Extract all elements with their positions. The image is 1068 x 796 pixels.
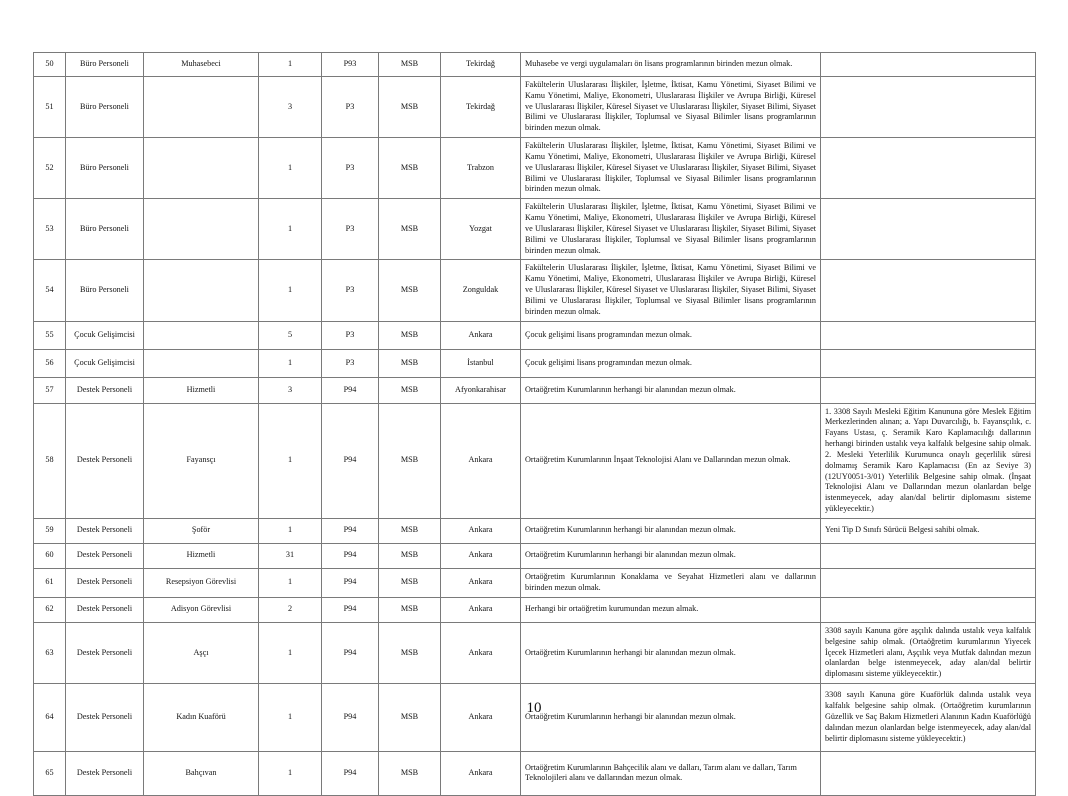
cell-gorev-unvani xyxy=(144,77,259,138)
table-row xyxy=(34,321,1036,349)
cell-puan-turu: P94 xyxy=(322,622,379,683)
cell-nitelik: Ortaöğretim Kurumlarının herhangi bir alanından mezun olmak. xyxy=(521,377,821,403)
cell-kadro-unvani: Çocuk Gelişimcisi xyxy=(66,349,144,377)
cell-il: Afyonkarahisar xyxy=(441,377,521,403)
table-body xyxy=(34,53,1036,796)
cell-sira-no: 51 xyxy=(34,77,66,138)
cell-gorev-unvani xyxy=(144,321,259,349)
cell-ozel-sart: Yeni Tip D Sınıfı Sürücü Belgesi sahibi olmak. xyxy=(821,518,1036,543)
table-row xyxy=(34,597,1036,622)
cell-gorev-unvani: Kadın Kuaförü xyxy=(144,683,259,751)
cell-nitelik: Fakültelerin Uluslararası İlişkiler, İşletme, İktisat, Kamu Yönetimi, Siyaset Bilimi ve Kamu Yönetimi, Maliye, Ekonometri, Uluslararası İlişkiler ve Avrupa Birliği, Küresel ve Uluslararası İlişkiler, Küresel Siyaset ve Uluslararası İlişkiler, Siyaset Bilimi, Siyaset Bilimi ve Uluslararası İlişkiler, Toplumsal ve Siyasal Bilimler lisans programlarının birinden mezun olmak. xyxy=(521,138,821,199)
cell-il: Ankara xyxy=(441,403,521,518)
cell-gorev-unvani: Şoför xyxy=(144,518,259,543)
cell-puan-turu: P94 xyxy=(322,377,379,403)
cell-adet: 1 xyxy=(259,518,322,543)
cell-puan-turu: P94 xyxy=(322,751,379,795)
cell-ozel-sart: 3308 sayılı Kanuna göre Kuaförlük dalında ustalık veya kalfalık belgesine sahip olmak. (Ortaöğretim kurumlarının Güzellik ve Saç Bakım Hizmetleri Alanının Kadın Kuaförlüğü dalından mezun olanlardan belge istenmeyecek, aday alan/dal belirtir diplomasını sisteme yükleyecektir.) xyxy=(821,683,1036,751)
cell-sira-no: 62 xyxy=(34,597,66,622)
cell-il: Ankara xyxy=(441,568,521,597)
cell-il: Yozgat xyxy=(441,199,521,260)
cell-adet: 1 xyxy=(259,53,322,77)
cell-nitelik: Ortaöğretim Kurumlarının herhangi bir alanından mezun olmak. xyxy=(521,683,821,751)
cell-adet: 1 xyxy=(259,260,322,321)
cell-il: Ankara xyxy=(441,543,521,568)
cell-kadro-unvani: Destek Personeli xyxy=(66,751,144,795)
table-row xyxy=(34,199,1036,260)
table-row xyxy=(34,403,1036,518)
cell-ozel-sart xyxy=(821,568,1036,597)
cell-gorev-unvani xyxy=(144,138,259,199)
cell-ozel-sart xyxy=(821,199,1036,260)
table-row xyxy=(34,377,1036,403)
cell-kadro-unvani: Destek Personeli xyxy=(66,597,144,622)
cell-il: Ankara xyxy=(441,751,521,795)
cell-adet: 5 xyxy=(259,321,322,349)
cell-kurum: MSB xyxy=(379,543,441,568)
cell-kadro-unvani: Büro Personeli xyxy=(66,260,144,321)
cell-adet: 1 xyxy=(259,751,322,795)
cell-nitelik: Çocuk gelişimi lisans programından mezun olmak. xyxy=(521,321,821,349)
cell-ozel-sart xyxy=(821,260,1036,321)
cell-kadro-unvani: Destek Personeli xyxy=(66,543,144,568)
cell-kurum: MSB xyxy=(379,321,441,349)
cell-kadro-unvani: Büro Personeli xyxy=(66,138,144,199)
table-row xyxy=(34,622,1036,683)
cell-sira-no: 54 xyxy=(34,260,66,321)
cell-gorev-unvani: Muhasebeci xyxy=(144,53,259,77)
cell-kadro-unvani: Destek Personeli xyxy=(66,403,144,518)
cell-kadro-unvani: Büro Personeli xyxy=(66,53,144,77)
cell-puan-turu: P93 xyxy=(322,53,379,77)
cell-kurum: MSB xyxy=(379,77,441,138)
cell-puan-turu: P94 xyxy=(322,597,379,622)
table-row xyxy=(34,543,1036,568)
table-row xyxy=(34,53,1036,77)
cell-kadro-unvani: Destek Personeli xyxy=(66,568,144,597)
cell-sira-no: 65 xyxy=(34,751,66,795)
cell-kurum: MSB xyxy=(379,138,441,199)
cell-il: Ankara xyxy=(441,518,521,543)
cell-adet: 1 xyxy=(259,138,322,199)
cell-kadro-unvani: Destek Personeli xyxy=(66,518,144,543)
cell-puan-turu: P3 xyxy=(322,349,379,377)
cell-ozel-sart: 3308 sayılı Kanuna göre aşçılık dalında ustalık veya kalfalık belgesine sahip olmak. (Ortaöğretim kurumlarının Yiyecek İçecek Hizmetleri alanı, Aşçılık veya Mutfak dalından mezun olanlardan belge istenmeyecek, aday alan/dal belirtir diplomasını sisteme yükleyecektir.) xyxy=(821,622,1036,683)
cell-il: Zonguldak xyxy=(441,260,521,321)
cell-nitelik: Ortaöğretim Kurumlarının Konaklama ve Seyahat Hizmetleri alanı ve dallarının birinden mezun olmak. xyxy=(521,568,821,597)
cell-nitelik: Herhangi bir ortaöğretim kurumundan mezun almak. xyxy=(521,597,821,622)
cell-puan-turu: P3 xyxy=(322,199,379,260)
cell-kadro-unvani: Büro Personeli xyxy=(66,199,144,260)
cell-gorev-unvani: Bahçıvan xyxy=(144,751,259,795)
cell-sira-no: 58 xyxy=(34,403,66,518)
cell-kadro-unvani: Destek Personeli xyxy=(66,622,144,683)
cell-il: Ankara xyxy=(441,597,521,622)
cell-kadro-unvani: Büro Personeli xyxy=(66,77,144,138)
table-row xyxy=(34,77,1036,138)
cell-adet: 1 xyxy=(259,568,322,597)
cell-il: Trabzon xyxy=(441,138,521,199)
cell-sira-no: 64 xyxy=(34,683,66,751)
cell-puan-turu: P94 xyxy=(322,683,379,751)
cell-sira-no: 57 xyxy=(34,377,66,403)
cell-kurum: MSB xyxy=(379,199,441,260)
cell-adet: 3 xyxy=(259,377,322,403)
cell-sira-no: 60 xyxy=(34,543,66,568)
table-row xyxy=(34,349,1036,377)
cell-adet: 1 xyxy=(259,349,322,377)
cell-nitelik: Ortaöğretim Kurumlarının İnşaat Teknolojisi Alanı ve Dallarından mezun olmak. xyxy=(521,403,821,518)
cell-gorev-unvani: Hizmetli xyxy=(144,377,259,403)
cell-gorev-unvani: Fayansçı xyxy=(144,403,259,518)
cell-nitelik: Ortaöğretim Kurumlarının herhangi bir alanından mezun olmak. xyxy=(521,518,821,543)
cell-puan-turu: P94 xyxy=(322,518,379,543)
cell-puan-turu: P3 xyxy=(322,260,379,321)
cell-sira-no: 61 xyxy=(34,568,66,597)
cell-kadro-unvani: Destek Personeli xyxy=(66,377,144,403)
cell-il: Ankara xyxy=(441,321,521,349)
cell-adet: 31 xyxy=(259,543,322,568)
cell-ozel-sart xyxy=(821,349,1036,377)
cell-adet: 1 xyxy=(259,403,322,518)
cell-gorev-unvani: Adisyon Görevlisi xyxy=(144,597,259,622)
cell-gorev-unvani: Hizmetli xyxy=(144,543,259,568)
cell-adet: 1 xyxy=(259,622,322,683)
cell-puan-turu: P3 xyxy=(322,138,379,199)
cell-nitelik: Fakültelerin Uluslararası İlişkiler, İşletme, İktisat, Kamu Yönetimi, Siyaset Bilimi ve Kamu Yönetimi, Maliye, Ekonometri, Uluslararası İlişkiler ve Avrupa Birliği, Küresel ve Uluslararası İlişkiler, Küresel Siyaset ve Uluslararası İlişkiler, Siyaset Bilimi, Siyaset Bilimi ve Uluslararası İlişkiler, Toplumsal ve Siyasal Bilimler lisans programlarının birinden mezun olmak. xyxy=(521,260,821,321)
cell-nitelik: Fakültelerin Uluslararası İlişkiler, İşletme, İktisat, Kamu Yönetimi, Siyaset Bilimi ve Kamu Yönetimi, Maliye, Ekonometri, Uluslararası İlişkiler ve Avrupa Birliği, Küresel ve Uluslararası İlişkiler, Küresel Siyaset ve Uluslararası İlişkiler, Siyaset Bilimi, Siyaset Bilimi ve Uluslararası İlişkiler, Toplumsal ve Siyasal Bilimler lisans programlarının birinden mezun olmak. xyxy=(521,199,821,260)
cell-nitelik: Ortaöğretim Kurumlarının herhangi bir alanından mezun olmak. xyxy=(521,622,821,683)
cell-nitelik: Çocuk gelişimi lisans programından mezun olmak. xyxy=(521,349,821,377)
cell-sira-no: 52 xyxy=(34,138,66,199)
table-row xyxy=(34,683,1036,751)
cell-puan-turu: P94 xyxy=(322,403,379,518)
cell-il: Tekirdağ xyxy=(441,53,521,77)
cell-nitelik: Ortaöğretim Kurumlarının Bahçecilik alanı ve dalları, Tarım alanı ve dalları, Tarım Teknolojileri alanı ve dallarından mezun olmak. xyxy=(521,751,821,795)
table-row xyxy=(34,518,1036,543)
cell-puan-turu: P3 xyxy=(322,77,379,138)
cell-il: Ankara xyxy=(441,683,521,751)
cell-nitelik: Ortaöğretim Kurumlarının herhangi bir alanından mezun olmak. xyxy=(521,543,821,568)
cell-ozel-sart xyxy=(821,53,1036,77)
cell-adet: 1 xyxy=(259,683,322,751)
cell-sira-no: 53 xyxy=(34,199,66,260)
page-number: 10 xyxy=(526,700,542,716)
cell-ozel-sart xyxy=(821,543,1036,568)
positions-table xyxy=(33,52,1036,796)
cell-kurum: MSB xyxy=(379,683,441,751)
cell-kadro-unvani: Destek Personeli xyxy=(66,683,144,751)
cell-kurum: MSB xyxy=(379,403,441,518)
cell-ozel-sart xyxy=(821,77,1036,138)
cell-kurum: MSB xyxy=(379,53,441,77)
cell-kurum: MSB xyxy=(379,622,441,683)
cell-ozel-sart xyxy=(821,597,1036,622)
cell-gorev-unvani xyxy=(144,199,259,260)
cell-ozel-sart: 1. 3308 Sayılı Mesleki Eğitim Kanununa göre Meslek Eğitim Merkezlerinden alınan; a. Yapı Duvarcılığı, b. Fayansçılık, c. Fayans Ustası, ç. Seramik Karo Kaplamacılığı dallarının herhangi birinden ustalık veya kalfalık belgesine sahip olmak. 2. Mesleki Yeterlilik Kurumunca onaylı geçerlilik süresi dolmamış Seramik Karo Kaplamacısı (En az Seviye 3) (12UY0051-3/01) Yeterlilik Belgesine sahip olmak. (İnşaat Teknolojisi Alanı ve Dallarından mezun olanlardan belge istenmeyecek, aday alan/dal belirtir diplomasını sisteme yükleyecektir.) xyxy=(821,403,1036,518)
cell-gorev-unvani: Aşçı xyxy=(144,622,259,683)
cell-kadro-unvani: Çocuk Gelişimcisi xyxy=(66,321,144,349)
cell-sira-no: 55 xyxy=(34,321,66,349)
cell-kurum: MSB xyxy=(379,349,441,377)
cell-sira-no: 59 xyxy=(34,518,66,543)
cell-kurum: MSB xyxy=(379,377,441,403)
cell-sira-no: 63 xyxy=(34,622,66,683)
cell-kurum: MSB xyxy=(379,260,441,321)
cell-il: Ankara xyxy=(441,622,521,683)
cell-ozel-sart xyxy=(821,321,1036,349)
cell-il: İstanbul xyxy=(441,349,521,377)
table-row xyxy=(34,138,1036,199)
cell-sira-no: 56 xyxy=(34,349,66,377)
cell-kurum: MSB xyxy=(379,597,441,622)
cell-kurum: MSB xyxy=(379,568,441,597)
cell-puan-turu: P3 xyxy=(322,321,379,349)
cell-adet: 1 xyxy=(259,199,322,260)
cell-gorev-unvani: Resepsiyon Görevlisi xyxy=(144,568,259,597)
cell-ozel-sart xyxy=(821,377,1036,403)
table-row xyxy=(34,260,1036,321)
table-row xyxy=(34,568,1036,597)
cell-il: Tekirdağ xyxy=(441,77,521,138)
table-row xyxy=(34,751,1036,795)
cell-puan-turu: P94 xyxy=(322,543,379,568)
cell-ozel-sart xyxy=(821,138,1036,199)
cell-gorev-unvani xyxy=(144,260,259,321)
cell-adet: 3 xyxy=(259,77,322,138)
cell-nitelik: Muhasebe ve vergi uygulamaları ön lisans programlarının birinden mezun olmak. xyxy=(521,53,821,77)
cell-puan-turu: P94 xyxy=(322,568,379,597)
cell-kurum: MSB xyxy=(379,751,441,795)
cell-nitelik: Fakültelerin Uluslararası İlişkiler, İşletme, İktisat, Kamu Yönetimi, Siyaset Bilimi ve Kamu Yönetimi, Maliye, Ekonometri, Uluslararası İlişkiler ve Avrupa Birliği, Küresel ve Uluslararası İlişkiler, Küresel Siyaset ve Uluslararası İlişkiler, Siyaset Bilimi, Siyaset Bilimi ve Uluslararası İlişkiler, Toplumsal ve Siyasal Bilimler lisans programlarının birinden mezun olmak. xyxy=(521,77,821,138)
cell-gorev-unvani xyxy=(144,349,259,377)
cell-adet: 2 xyxy=(259,597,322,622)
cell-ozel-sart xyxy=(821,751,1036,795)
cell-sira-no: 50 xyxy=(34,53,66,77)
cell-kurum: MSB xyxy=(379,518,441,543)
